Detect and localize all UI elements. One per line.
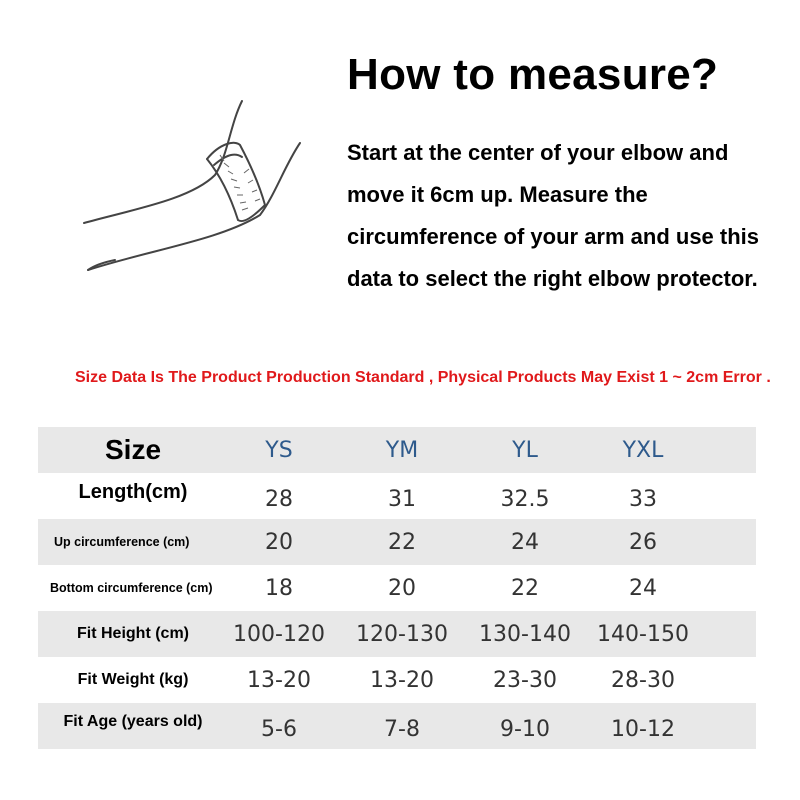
table-cell: 20 bbox=[388, 575, 416, 601]
table-cell: 20 bbox=[265, 529, 293, 555]
table-cell: 5-6 bbox=[261, 716, 297, 742]
table-cell: 33 bbox=[629, 486, 657, 512]
table-row-bottom-circumference bbox=[38, 565, 756, 611]
size-column-ys: YS bbox=[265, 437, 293, 463]
table-row-fit-height bbox=[38, 611, 756, 657]
table-cell: 130-140 bbox=[479, 621, 571, 647]
arm-measuring-tape-icon bbox=[70, 95, 320, 285]
size-column-yxl: YXL bbox=[622, 437, 664, 463]
table-cell: 24 bbox=[511, 529, 539, 555]
table-cell: 10-12 bbox=[611, 716, 675, 742]
size-column-ym: YM bbox=[385, 437, 419, 463]
measure-instructions: Start at the center of your elbow and move it 6cm up. Measure the circumference of your arm and use this data to select the right elbow protector. bbox=[347, 140, 760, 291]
table-row-length bbox=[38, 473, 756, 519]
table-cell: 140-150 bbox=[597, 621, 689, 647]
table-cell: 100-120 bbox=[233, 621, 325, 647]
table-cell: 28-30 bbox=[611, 667, 675, 693]
table-cell: 7-8 bbox=[384, 716, 420, 742]
row-label: Up circumference (cm) bbox=[54, 535, 190, 549]
table-cell: 9-10 bbox=[500, 716, 550, 742]
table-cell: 18 bbox=[265, 575, 293, 601]
table-cell: 32.5 bbox=[500, 486, 550, 512]
row-label: Fit Height (cm) bbox=[77, 625, 189, 642]
table-cell: 23-30 bbox=[493, 667, 557, 693]
row-label: Bottom circumference (cm) bbox=[50, 581, 213, 595]
size-error-notice: Size Data Is The Product Production Standard , Physical Products May Exist 1 ~ 2cm Error . bbox=[75, 369, 771, 386]
row-label: Fit Weight (kg) bbox=[77, 671, 189, 688]
table-cell: 26 bbox=[629, 529, 657, 555]
table-row-up-circumference bbox=[38, 519, 756, 565]
size-column-yl: YL bbox=[512, 437, 538, 463]
table-header-row bbox=[38, 427, 756, 473]
table-cell: 24 bbox=[629, 575, 657, 601]
size-header-label: Size bbox=[104, 434, 162, 465]
table-cell: 22 bbox=[388, 529, 416, 555]
page-title: How to measure? bbox=[347, 50, 719, 99]
table-cell: 120-130 bbox=[356, 621, 448, 647]
table-cell: 13-20 bbox=[247, 667, 311, 693]
table-row-fit-weight bbox=[38, 657, 756, 703]
size-chart-table bbox=[38, 427, 756, 749]
table-cell: 31 bbox=[388, 486, 416, 512]
table-cell: 22 bbox=[511, 575, 539, 601]
table-cell: 13-20 bbox=[370, 667, 434, 693]
table-row-fit-age bbox=[38, 703, 756, 749]
row-label: Length(cm) bbox=[78, 481, 188, 503]
row-label: Fit Age (years old) bbox=[63, 713, 203, 730]
table-cell: 28 bbox=[265, 486, 293, 512]
